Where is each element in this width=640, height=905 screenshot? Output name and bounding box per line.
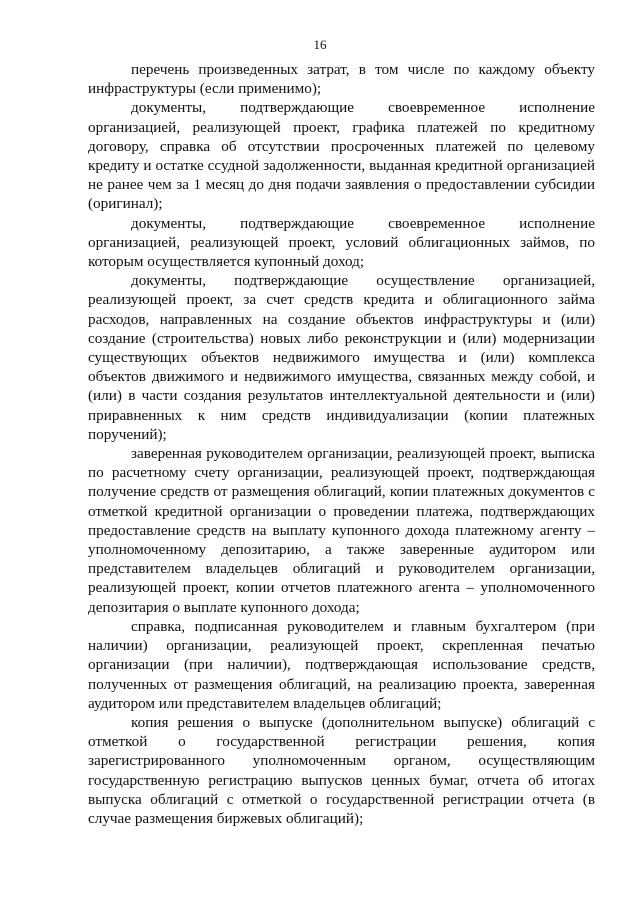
page-number: 16 <box>313 37 327 52</box>
paragraph: справка, подписанная руководителем и главным бухгалтером (при наличии) организации, реализующей проект, скрепленная печатью организации (при наличии), подтверждающая использование средств, полученных от размещения облигаций, на реализацию проекта, заверенная аудитором или представителем владельцев облигаций; <box>88 617 595 712</box>
paragraph: заверенная руководителем организации, реализующей проект, выписка по расчетному счету организации, реализующей проект, подтверждающая получение средств от размещения облигаций, копии платежных документов с отметкой кредитной организации о проведении платежа, подтверждающих предоставление средств на выплату купонного дохода платежному агенту – уполномоченному депозитарию, а также заверенные аудитором или представителем владельцев облигаций и руководителем организации, реализующей проект, копии отчетов платежного агента – уполномоченного депозитария о выплате купонного дохода; <box>88 445 595 616</box>
paragraph: копия решения о выпуске (дополнительном выпуске) облигаций с отметкой о государственной регистрации решения, копия зарегистрированного уполномоченным органом, осуществляющим государственную регистрацию выпусков ценных бумаг, отчета об итогах выпуска облигаций с отметкой о государственной регистрации отчета (в случае размещения биржевых облигаций); <box>88 713 595 827</box>
paragraph: документы, подтверждающие своевременное исполнение организацией, реализующей проект, условий облигационных займов, по которым осуществляется купонный доход; <box>88 214 595 271</box>
paragraph: перечень произведенных затрат, в том числе по каждому объекту инфраструктуры (если применимо); <box>88 61 595 98</box>
paragraph: документы, подтверждающие своевременное исполнение организацией, реализующей проект, графика платежей по кредитному договору, справка об отсутствии просроченных платежей по целевому кредиту и остатке ссудной задолженности, выданная кредитной организацией не ранее чем за 1 месяц до дня подачи заявления о предоставлении субсидии (оригинал); <box>88 99 595 213</box>
document-body <box>88 60 595 828</box>
paragraph: документы, подтверждающие осуществление организацией, реализующей проект, за счет средств кредита и облигационного займа расходов, направленных на создание объектов инфраструктуры и (или) создание (строительства) новых либо реконструкции и (или) модернизации существующих объектов недвижимого имущества и (или) комплекса объектов движимого и недвижимого имущества, связанных между собой, и (или) в части создания результатов интеллектуальной деятельности и (или) приравненных к ним средств индивидуализации (копии платежных поручений); <box>88 272 595 443</box>
